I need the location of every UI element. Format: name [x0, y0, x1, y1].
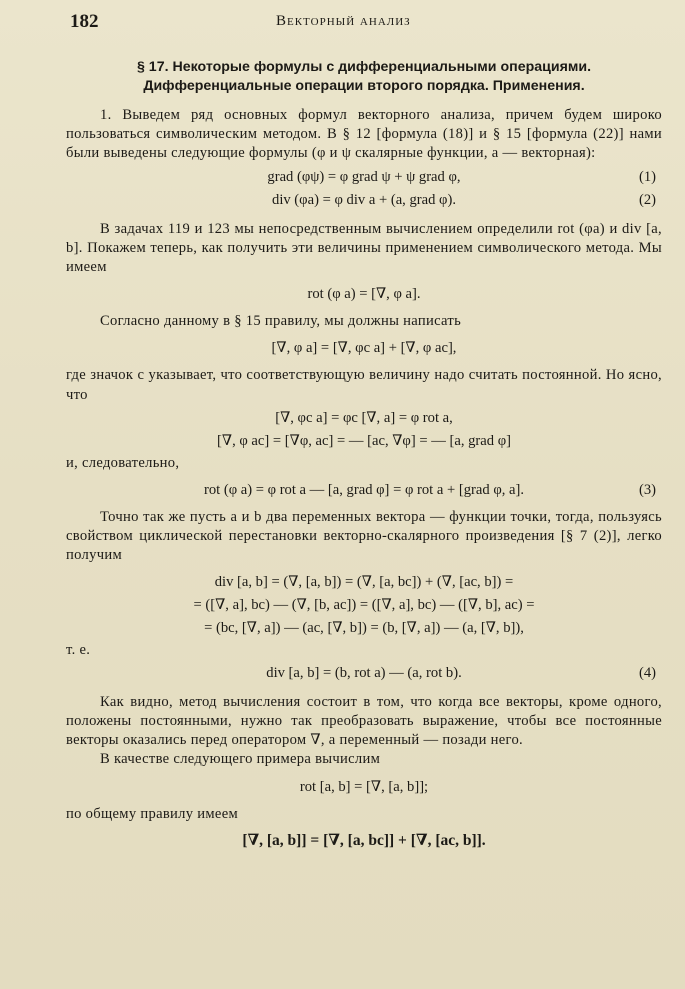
formula-const-2: [66, 431, 662, 451]
formula-1-number: (1): [638, 168, 656, 185]
formula-const-1-text: [∇, φc a] = φc [∇, a] = φ rot a,: [275, 409, 453, 426]
page-number: 182: [70, 11, 99, 32]
formula-expand-text: [∇, φ a] = [∇, φc a] + [∇, φ ac],: [271, 340, 457, 357]
formula-div-1-text: div [a, b] = (∇, [a, b]) = (∇, [a, bc]) + (∇, [ac, b]) =: [214, 573, 514, 590]
formula-expand: [66, 338, 662, 358]
formula-div-2: [66, 595, 662, 615]
paragraph-2: В задачах 119 и 123 мы непосредственным вычислением определили rot (φa) и div [a, b]. Покажем теперь, как получить эти величины применением символического метода. Мы имеем: [66, 220, 662, 276]
section-title: § 17. Некоторые формулы с дифференциальными операциями. Дифференциальные операции второго порядка. Применения.: [136, 59, 592, 94]
formula-1: [66, 167, 662, 187]
formula-div-2-text: = ([∇, a], bc) — (∇, [b, ac]) = ([∇, a], bc) — ([∇, b], ac) =: [193, 596, 535, 613]
formula-rot-ab-expand-text: [∇, [a, b]] = [∇, [a, bc]] + [∇, [ac, b]].: [242, 831, 486, 849]
paragraph-6: Точно так же пусть a и b два переменных вектора — функции точки, тогда, пользуясь свойством циклической перестановки векторно-скалярного произведения [§ 7 (2)], легко получим: [66, 509, 662, 564]
formula-const-2-text: [∇, φ ac] = [∇φ, ac] = — [ac, ∇φ] = — [a, grad φ]: [217, 432, 511, 449]
formula-3-text: rot (φ a) = φ rot a — [a, grad φ] = φ rot a + [grad φ, a].: [203, 482, 525, 499]
formula-1-text: grad (φψ) = φ grad ψ + ψ grad φ,: [267, 168, 461, 185]
paragraph-5: и, следовательно,: [66, 454, 180, 471]
running-title: Векторный анализ: [276, 13, 411, 29]
paragraph-10: по общему правилу имеем: [66, 805, 239, 822]
paragraph-4: где значок c указывает, что соответствующую величину надо считать постоянной. Но ясно, что: [66, 367, 662, 403]
formula-2-number: (2): [638, 191, 656, 208]
formula-div-3: [66, 618, 662, 638]
formula-3-number: (3): [638, 482, 656, 499]
formula-2-text: div (φa) = φ div a + (a, grad φ).: [272, 191, 456, 208]
formula-rot-ab: [66, 777, 662, 797]
formula-2: [66, 190, 662, 210]
paragraph-9: В качестве следующего примера вычислим: [100, 751, 381, 768]
formula-3: [66, 480, 662, 500]
formula-rot-ab-expand: [66, 831, 662, 851]
formula-rot-text: rot (φ a) = [∇, φ a].: [307, 286, 421, 303]
formula-rot-ab-text: rot [a, b] = [∇, [a, b]];: [299, 778, 429, 795]
formula-div-1: [66, 572, 662, 592]
paragraph-7: т. е.: [66, 641, 91, 658]
paragraph-1: 1. Выведем ряд основных формул векторного анализа, причем будем широко пользоваться символическим методом. В § 12 [формула (18)] и § 15 [формула (22)] нами были выведены следующие формулы (φ и ψ скалярные функции, a — векторная):: [66, 107, 662, 162]
formula-rot: [66, 284, 662, 304]
formula-4-text: div [a, b] = (b, rot a) — (a, rot b).: [266, 664, 462, 681]
paragraph-8: Как видно, метод вычисления состоит в том, что когда все векторы, кроме одного, положены постоянными, нужно так преобразовать выражение, чтобы все постоянные векторы оказались перед оператором ∇, а переменный — позади него.: [66, 693, 662, 749]
formula-4-number: (4): [638, 664, 656, 681]
paragraph-3: Согласно данному в § 15 правилу, мы должны написать: [100, 313, 462, 330]
formula-const-1: [66, 408, 662, 428]
formula-4: [66, 663, 662, 683]
formula-div-3-text: = (bc, [∇, a]) — (ac, [∇, b]) = (b, [∇, a]) — (a, [∇, b]),: [204, 619, 524, 636]
page-content: [66, 58, 662, 859]
